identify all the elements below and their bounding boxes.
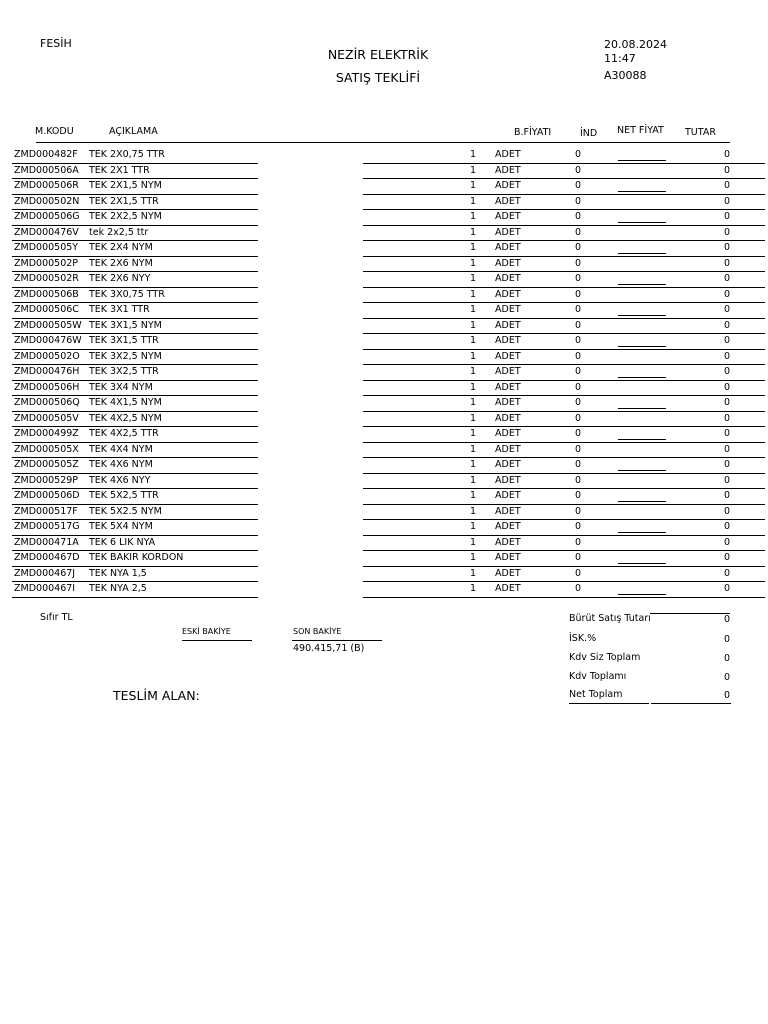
item-discount: 0 (575, 490, 582, 501)
table-row (0, 489, 768, 505)
item-description: TEK 6 LIK NYA (89, 536, 156, 548)
col-header-description: AÇIKLAMA (109, 126, 158, 137)
item-description: TEK NYA 1,5 (89, 567, 147, 579)
amount-in-words: Sıfır TL (40, 612, 73, 623)
table-row (0, 505, 768, 521)
table-row (0, 350, 768, 366)
item-discount: 0 (575, 505, 582, 517)
table-row (0, 458, 768, 474)
item-code: ZMD000506Q (14, 397, 80, 408)
item-quantity: 1 (469, 536, 476, 548)
total-value: 0 (723, 653, 730, 664)
document-time: 11:47 (604, 52, 636, 65)
net-price-blank (618, 563, 666, 564)
item-quantity: 1 (469, 490, 476, 501)
item-description: TEK 5X2,5 TTR (89, 490, 159, 501)
table-row (0, 164, 768, 180)
item-code: ZMD000482F (14, 149, 78, 160)
item-total: 0 (723, 521, 730, 532)
old-balance-label: ESKİ BAKİYE (182, 627, 231, 636)
item-total: 0 (723, 474, 730, 486)
item-quantity: 1 (469, 226, 476, 238)
item-total: 0 (723, 273, 730, 284)
item-total: 0 (723, 164, 730, 176)
item-description: TEK 4X2,5 TTR (89, 428, 159, 439)
item-quantity: 1 (469, 505, 476, 517)
item-unit: ADET (495, 335, 521, 346)
item-discount: 0 (575, 242, 582, 253)
item-unit: ADET (495, 164, 521, 176)
item-code: ZMD000476V (14, 226, 79, 238)
net-price-blank (618, 191, 666, 192)
item-discount: 0 (575, 226, 582, 238)
net-price-blank (618, 377, 666, 378)
col-header-unit-price: B.FİYATI (514, 127, 552, 138)
table-row (0, 443, 768, 459)
item-quantity: 1 (469, 521, 476, 532)
item-description: TEK 4X4 NYM (89, 443, 153, 455)
item-total: 0 (723, 350, 730, 362)
item-description: TEK 4X1,5 NYM (89, 397, 162, 408)
item-code: ZMD000506D (14, 490, 80, 501)
item-code: ZMD000499Z (14, 428, 79, 439)
table-row (0, 257, 768, 273)
item-total: 0 (723, 366, 730, 377)
item-total: 0 (723, 536, 730, 548)
table-row (0, 272, 768, 288)
item-unit: ADET (495, 412, 521, 424)
item-quantity: 1 (469, 459, 476, 470)
item-description: TEK 3X1 TTR (89, 304, 150, 315)
customer-name: FESİH (40, 37, 72, 50)
item-code: ZMD000505V (14, 412, 79, 424)
net-price-blank (618, 315, 666, 316)
item-description: TEK 2X4 NYM (89, 242, 153, 253)
table-row (0, 210, 768, 226)
item-discount: 0 (575, 521, 582, 532)
col-header-discount: İND (580, 128, 598, 139)
item-discount: 0 (575, 412, 582, 424)
total-label: İSK.% (569, 633, 597, 644)
net-price-blank (618, 253, 666, 254)
item-discount: 0 (575, 288, 582, 300)
item-total: 0 (723, 180, 730, 191)
item-quantity: 1 (469, 273, 476, 284)
net-price-blank (618, 439, 666, 440)
item-code: ZMD000517F (14, 505, 78, 517)
item-discount: 0 (575, 443, 582, 455)
item-quantity: 1 (469, 319, 476, 331)
item-quantity: 1 (469, 335, 476, 346)
item-unit: ADET (495, 505, 521, 517)
net-price-blank (618, 501, 666, 502)
item-code: ZMD000505Y (14, 242, 79, 253)
item-description: TEK 5X2.5 NYM (89, 505, 162, 517)
item-total: 0 (723, 583, 730, 594)
item-code: ZMD000467I (14, 583, 76, 594)
item-description: TEK 2X1,5 NYM (89, 180, 162, 191)
item-unit: ADET (495, 242, 521, 253)
item-discount: 0 (575, 211, 582, 222)
item-total: 0 (723, 335, 730, 346)
table-row (0, 148, 768, 164)
item-quantity: 1 (469, 366, 476, 377)
net-price-blank (618, 346, 666, 347)
item-discount: 0 (575, 428, 582, 439)
item-total: 0 (723, 567, 730, 579)
item-discount: 0 (575, 335, 582, 346)
item-quantity: 1 (469, 443, 476, 455)
table-row (0, 536, 768, 552)
item-description: TEK 4X2,5 NYM (89, 412, 162, 424)
item-total: 0 (723, 319, 730, 331)
col-header-net-price: NET FİYAT (617, 125, 664, 136)
total-label: Bürüt Satış Tutarı (569, 613, 651, 624)
net-price-blank (618, 594, 666, 595)
total-label: Kdv Toplamı (569, 671, 627, 682)
item-code: ZMD000506R (14, 180, 79, 191)
table-row (0, 551, 768, 567)
item-description: tek 2x2,5 ttr (89, 226, 149, 238)
item-quantity: 1 (469, 567, 476, 579)
net-price-blank (618, 532, 666, 533)
item-discount: 0 (575, 304, 582, 315)
item-total: 0 (723, 505, 730, 517)
total-value: 0 (723, 690, 730, 701)
item-description: TEK 3X4 NYM (89, 381, 153, 393)
item-total: 0 (723, 257, 730, 269)
item-quantity: 1 (469, 257, 476, 269)
item-quantity: 1 (469, 381, 476, 393)
new-balance-value: 490.415,71 (B) (293, 643, 365, 654)
item-code: ZMD000506H (14, 381, 80, 393)
document-number: A30088 (604, 69, 647, 82)
item-unit: ADET (495, 443, 521, 455)
total-value: 0 (723, 634, 730, 645)
item-discount: 0 (575, 474, 582, 486)
item-quantity: 1 (469, 474, 476, 486)
table-row (0, 334, 768, 350)
item-total: 0 (723, 211, 730, 222)
item-total: 0 (723, 304, 730, 315)
table-row (0, 474, 768, 490)
item-unit: ADET (495, 288, 521, 300)
item-quantity: 1 (469, 195, 476, 207)
item-quantity: 1 (469, 397, 476, 408)
item-code: ZMD000502R (14, 273, 79, 284)
item-discount: 0 (575, 180, 582, 191)
item-code: ZMD000467J (14, 567, 76, 579)
item-total: 0 (723, 288, 730, 300)
net-total-underline (569, 703, 649, 704)
item-code: ZMD000502N (14, 195, 80, 207)
item-unit: ADET (495, 366, 521, 377)
item-description: TEK NYA 2,5 (89, 583, 147, 594)
item-total: 0 (723, 381, 730, 393)
item-discount: 0 (575, 536, 582, 548)
item-unit: ADET (495, 490, 521, 501)
item-description: TEK 3X1,5 NYM (89, 319, 162, 331)
item-code: ZMD000506A (14, 164, 79, 176)
item-total: 0 (723, 490, 730, 501)
total-label: Kdv Siz Toplam (569, 652, 641, 663)
item-unit: ADET (495, 552, 521, 563)
item-discount: 0 (575, 164, 582, 176)
item-description: TEK 3X1,5 TTR (89, 335, 159, 346)
item-total: 0 (723, 242, 730, 253)
table-row (0, 412, 768, 428)
item-total: 0 (723, 226, 730, 238)
item-code: ZMD000505W (14, 319, 82, 331)
item-code: ZMD000502O (14, 350, 80, 362)
new-balance-line (292, 640, 382, 641)
item-total: 0 (723, 443, 730, 455)
company-name: NEZİR ELEKTRİK (327, 47, 429, 62)
item-quantity: 1 (469, 583, 476, 594)
table-row (0, 381, 768, 397)
net-total-value-underline (651, 703, 731, 704)
item-description: TEK 2X1 TTR (89, 164, 150, 176)
item-quantity: 1 (469, 164, 476, 176)
table-row (0, 567, 768, 583)
item-code: ZMD000467D (14, 552, 80, 563)
item-quantity: 1 (469, 242, 476, 253)
document-title: SATIŞ TEKLİFİ (335, 70, 421, 85)
item-unit: ADET (495, 397, 521, 408)
item-quantity: 1 (469, 412, 476, 424)
item-unit: ADET (495, 319, 521, 331)
header-divider (36, 142, 730, 143)
item-unit: ADET (495, 195, 521, 207)
item-code: ZMD000506G (14, 211, 80, 222)
table-row (0, 288, 768, 304)
item-code: ZMD000476W (14, 335, 82, 346)
item-quantity: 1 (469, 304, 476, 315)
item-description: TEK 2X1,5 TTR (89, 195, 159, 207)
item-quantity: 1 (469, 211, 476, 222)
item-quantity: 1 (469, 180, 476, 191)
item-description: TEK 2X2,5 NYM (89, 211, 162, 222)
net-price-blank (618, 284, 666, 285)
item-total: 0 (723, 397, 730, 408)
item-unit: ADET (495, 459, 521, 470)
item-description: TEK 5X4 NYM (89, 521, 153, 532)
old-balance-line (182, 640, 252, 641)
item-unit: ADET (495, 474, 521, 486)
item-code: ZMD000476H (14, 366, 80, 377)
item-total: 0 (723, 552, 730, 563)
item-total: 0 (723, 459, 730, 470)
item-code: ZMD000506B (14, 288, 79, 300)
item-unit: ADET (495, 149, 521, 160)
document-date: 20.08.2024 (604, 38, 667, 51)
item-unit: ADET (495, 226, 521, 238)
item-code: ZMD000505X (14, 443, 79, 455)
item-unit: ADET (495, 257, 521, 269)
col-header-code: M.KODU (35, 126, 74, 137)
item-discount: 0 (575, 319, 582, 331)
row-underline (363, 597, 765, 598)
item-discount: 0 (575, 195, 582, 207)
item-description: TEK 3X0,75 TTR (89, 288, 165, 300)
new-balance-label: SON BAKİYE (293, 627, 342, 636)
item-code: ZMD000506C (14, 304, 79, 315)
item-quantity: 1 (469, 428, 476, 439)
item-description: TEK 3X2,5 NYM (89, 350, 162, 362)
item-code: ZMD000471A (14, 536, 79, 548)
item-unit: ADET (495, 180, 521, 191)
item-description: TEK 2X6 NYM (89, 257, 153, 269)
net-price-blank (618, 222, 666, 223)
total-label: Net Toplam (569, 689, 623, 700)
item-description: TEK 4X6 NYM (89, 459, 153, 470)
table-row (0, 365, 768, 381)
item-quantity: 1 (469, 350, 476, 362)
item-description: TEK 2X6 NYY (89, 273, 151, 284)
row-underline (12, 597, 258, 598)
item-unit: ADET (495, 428, 521, 439)
item-unit: ADET (495, 350, 521, 362)
item-discount: 0 (575, 552, 582, 563)
item-total: 0 (723, 428, 730, 439)
table-row (0, 241, 768, 257)
item-discount: 0 (575, 567, 582, 579)
table-row (0, 582, 768, 598)
item-unit: ADET (495, 583, 521, 594)
item-unit: ADET (495, 536, 521, 548)
item-unit: ADET (495, 381, 521, 393)
table-row (0, 520, 768, 536)
col-header-total: TUTAR (685, 127, 716, 138)
table-row (0, 303, 768, 319)
item-total: 0 (723, 412, 730, 424)
item-description: TEK 4X6 NYY (89, 474, 151, 486)
table-row (0, 226, 768, 242)
item-total: 0 (723, 195, 730, 207)
table-row (0, 396, 768, 412)
item-unit: ADET (495, 211, 521, 222)
item-code: ZMD000529P (14, 474, 79, 486)
net-price-blank (618, 470, 666, 471)
total-value: 0 (723, 672, 730, 683)
item-discount: 0 (575, 381, 582, 393)
table-row (0, 195, 768, 211)
table-row (0, 179, 768, 195)
item-total: 0 (723, 149, 730, 160)
item-quantity: 1 (469, 552, 476, 563)
item-discount: 0 (575, 583, 582, 594)
item-quantity: 1 (469, 149, 476, 160)
item-unit: ADET (495, 521, 521, 532)
item-description: TEK 3X2,5 TTR (89, 366, 159, 377)
item-unit: ADET (495, 304, 521, 315)
item-description: TEK 2X0,75 TTR (89, 149, 165, 160)
item-discount: 0 (575, 397, 582, 408)
item-description: TEK BAKIR KORDON (89, 552, 184, 563)
total-value: 0 (723, 614, 730, 625)
item-discount: 0 (575, 149, 582, 160)
item-discount: 0 (575, 459, 582, 470)
net-price-blank (618, 160, 666, 161)
item-quantity: 1 (469, 288, 476, 300)
item-code: ZMD000517G (14, 521, 80, 532)
net-price-blank (618, 408, 666, 409)
received-by-label: TESLİM ALAN: (113, 688, 200, 703)
item-code: ZMD000505Z (14, 459, 79, 470)
table-row (0, 427, 768, 443)
table-row (0, 319, 768, 335)
item-code: ZMD000502P (14, 257, 79, 269)
item-discount: 0 (575, 350, 582, 362)
item-discount: 0 (575, 366, 582, 377)
item-discount: 0 (575, 273, 582, 284)
item-unit: ADET (495, 273, 521, 284)
item-unit: ADET (495, 567, 521, 579)
item-discount: 0 (575, 257, 582, 269)
